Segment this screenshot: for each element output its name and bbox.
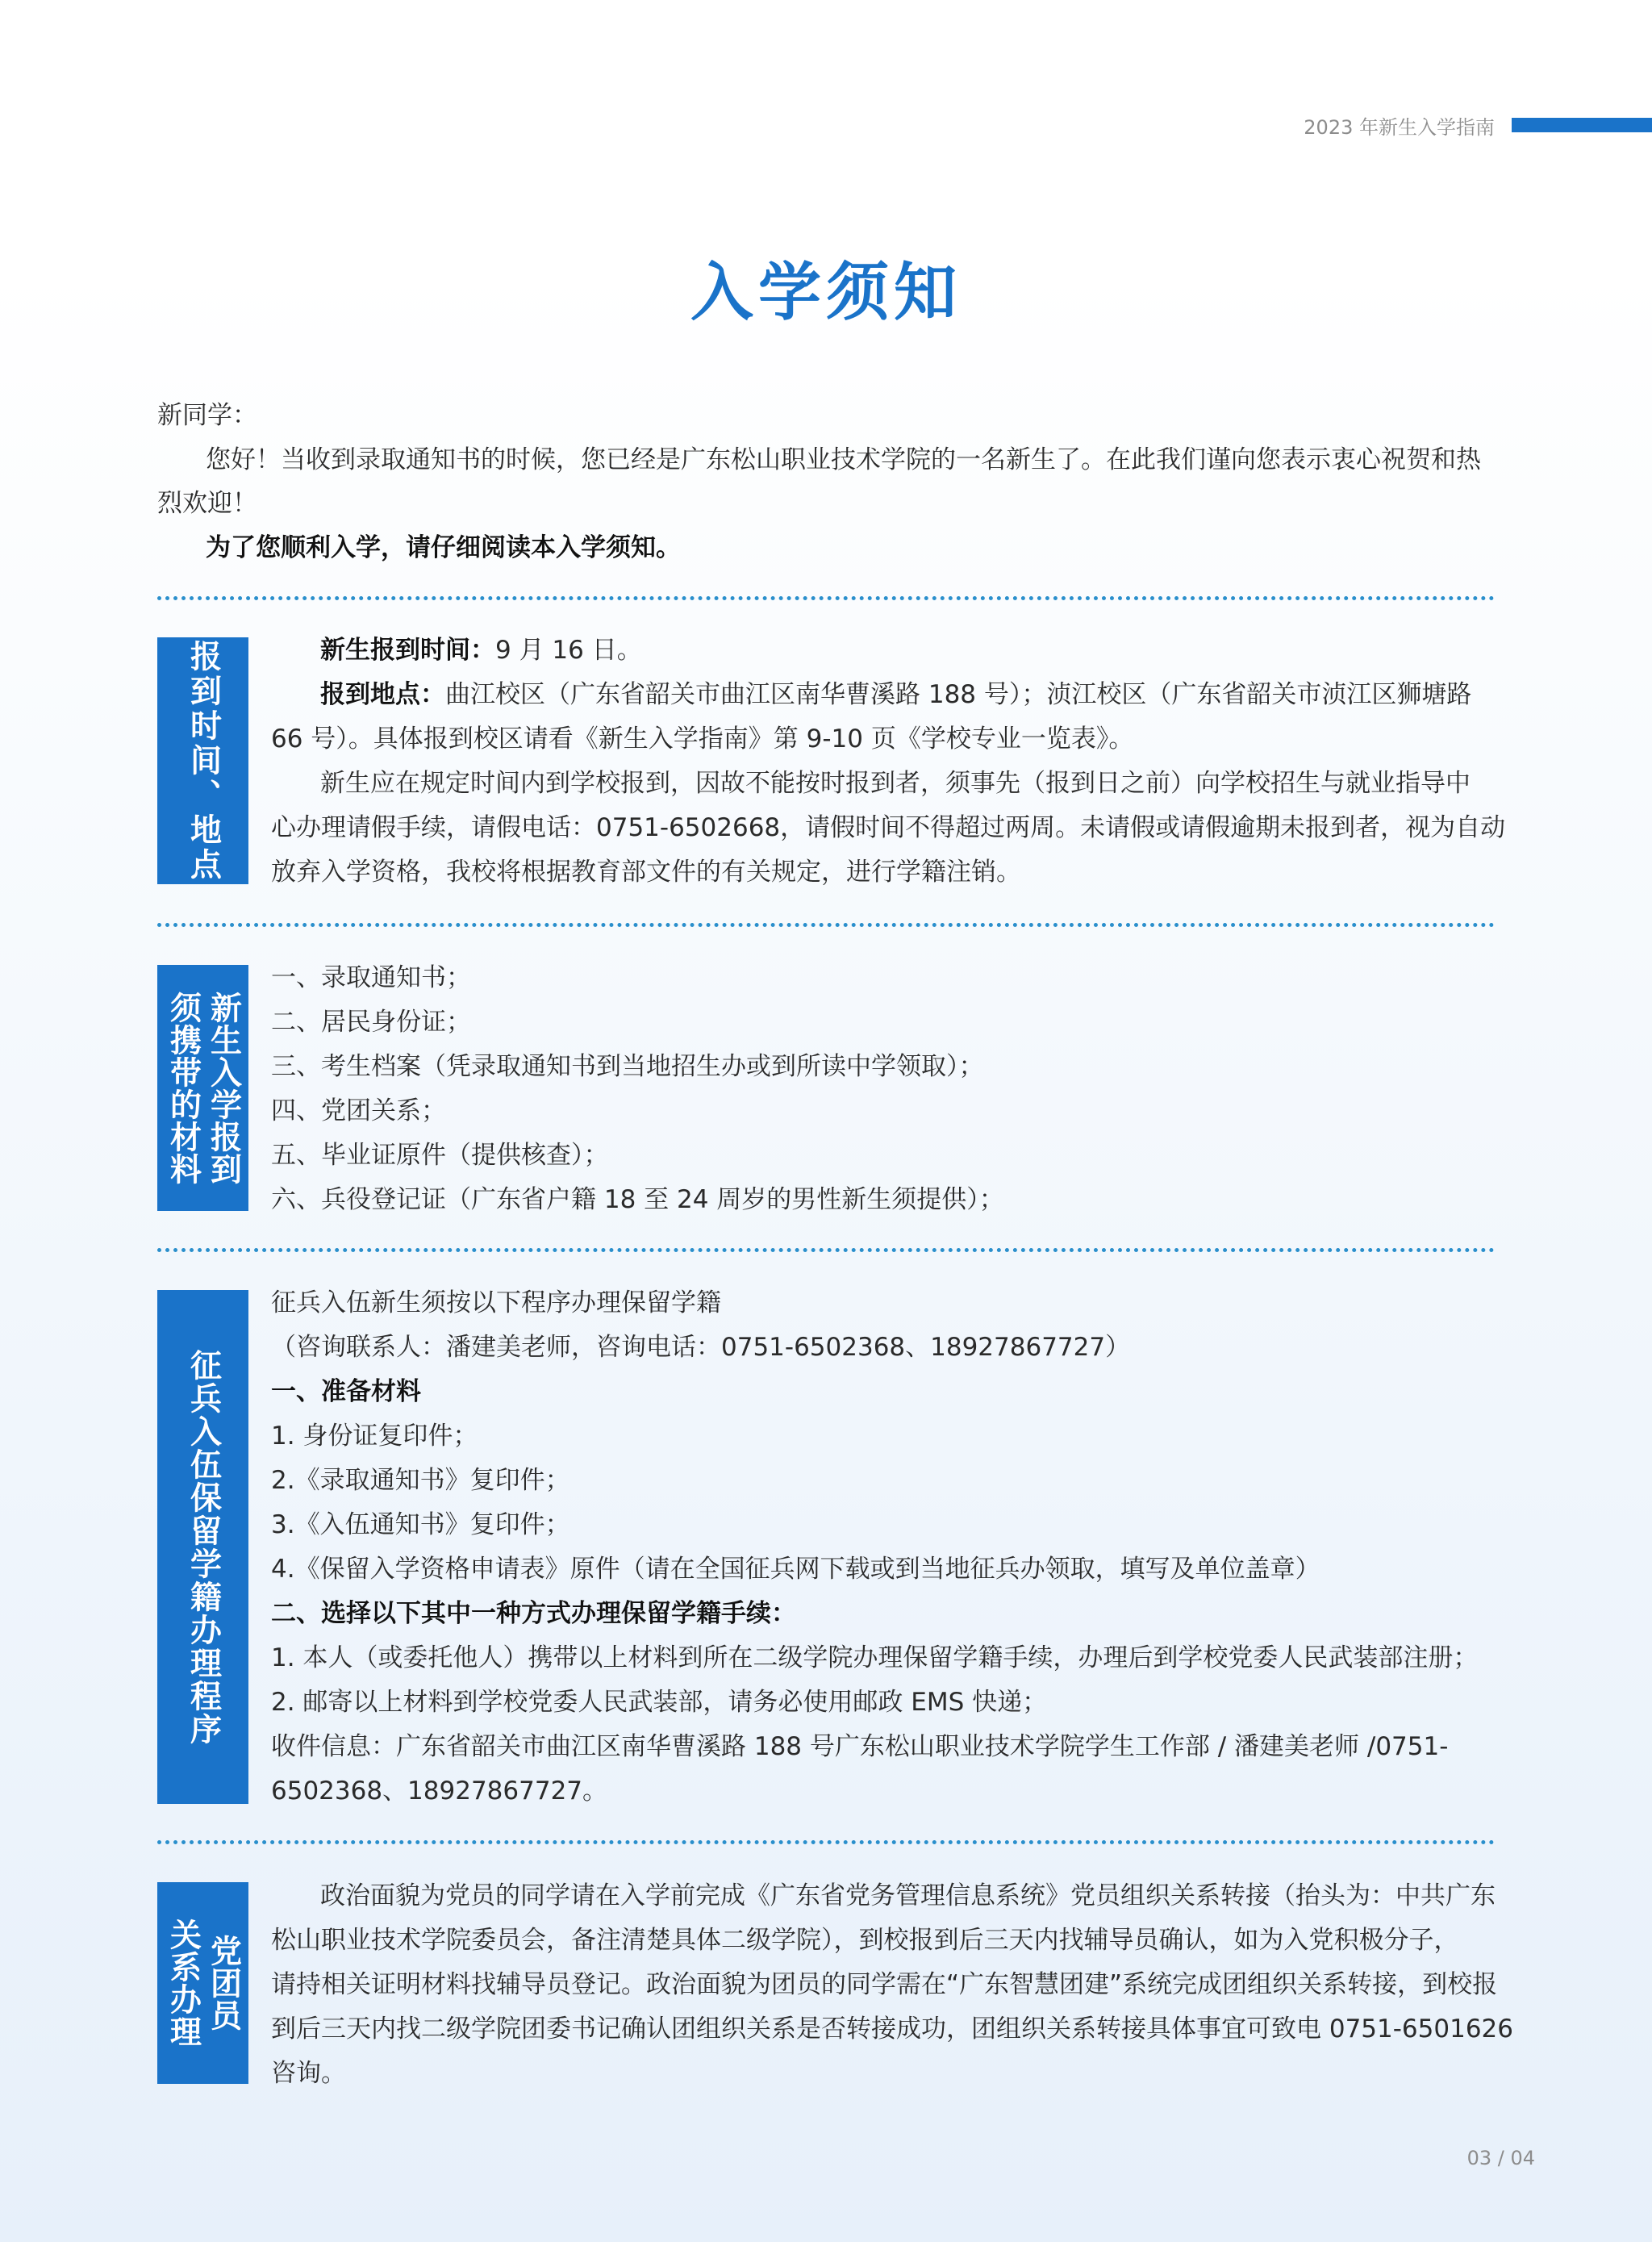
section-label-text: 征兵入伍保留学籍办理程序 <box>185 1348 222 1746</box>
material-item: 五、毕业证原件（提供核查）； <box>271 1141 609 1170</box>
section-label-text: 报到时间、地点 <box>185 639 222 883</box>
report-time-value: 9 月 16 日。 <box>495 636 642 665</box>
enlistment-address-line-2: 6502368、18927867727。 <box>271 1776 608 1806</box>
party-line: 请持相关证明材料找辅导员登记。政治面貌为团员的同学需在“广东智慧团建”系统完成团组织关系转接，到校报 <box>271 1970 1498 1999</box>
report-time <box>320 628 642 672</box>
report-time-label: 新生报到时间： <box>320 636 495 665</box>
report-place-value: 曲江校区（广东省韶关市曲江区南华曹溪路 188 号）；浈江校区（广东省韶关市浈江区狮塘路 <box>445 680 1472 709</box>
enlistment-material: 2.《录取通知书》复印件； <box>271 1466 570 1495</box>
enlistment-heading-2: 二、选择以下其中一种方式办理保留学籍手续： <box>271 1599 796 1628</box>
page-number: 03 / 04 <box>1466 2147 1535 2169</box>
intro-line-1: 您好！当收到录取通知书的时候，您已经是广东松山职业技术学院的一名新生了。在此我们谨向您表示衷心祝贺和热 <box>206 445 1481 474</box>
enlistment-method: 1. 本人（或委托他人）携带以上材料到所在二级学院办理保留学籍手续，办理后到学校党委人民武装部注册； <box>271 1643 1479 1672</box>
greeting: 新同学： <box>157 401 257 430</box>
section-label-text: 新生入学报到 <box>205 991 242 1185</box>
enlistment-material: 4.《保留入学资格申请表》原件（请在全国征兵网下载或到当地征兵办领取，填写及单位盖章） <box>271 1555 1320 1584</box>
party-line: 松山职业技术学院委员会，备注清楚具体二级学院），到校报到后三天内找辅导员确认，如为入党积极分子， <box>271 1926 1459 1955</box>
report-note-line-3: 放弃入学资格，我校将根据教育部文件的有关规定，进行学籍注销。 <box>271 858 1021 887</box>
section-label-party-league <box>157 1882 248 2084</box>
enlistment-material: 1. 身份证复印件； <box>271 1422 478 1451</box>
report-place <box>320 673 1471 716</box>
guide-label: 2023 年新生入学指南 <box>1304 116 1495 139</box>
party-line: 到后三天内找二级学院团委书记确认团组织关系是否转接成功，团组织关系转接具体事宜可致电 0751-6501626 <box>271 2014 1513 2044</box>
material-item: 六、兵役登记证（广东省户籍 18 至 24 周岁的男性新生须提供）； <box>271 1185 1004 1214</box>
dotted-divider <box>157 1248 1495 1252</box>
section-label-enlistment <box>157 1290 248 1804</box>
intro-line-2: 烈欢迎！ <box>157 489 257 518</box>
material-item: 三、考生档案（凭录取通知书到当地招生办或到所读中学领取）； <box>271 1052 984 1081</box>
enlistment-heading-1: 一、准备材料 <box>271 1377 421 1406</box>
material-item: 四、党团关系； <box>271 1096 446 1125</box>
material-item: 二、居民身份证； <box>271 1008 471 1037</box>
enlistment-material: 3.《入伍通知书》复印件； <box>271 1510 570 1539</box>
header-accent-bar <box>1512 118 1652 132</box>
section-label-text: 须携带的材料 <box>165 991 202 1185</box>
section-label-materials <box>157 965 248 1211</box>
dotted-divider <box>157 1840 1495 1844</box>
enlistment-method: 2. 邮寄以上材料到学校党委人民武装部，请务必使用邮政 EMS 快递； <box>271 1688 1048 1717</box>
section-label-text: 党团员 <box>205 1935 242 2031</box>
enlistment-contact: （咨询联系人：潘建美老师，咨询电话：0751-6502368、18927867727） <box>271 1333 1131 1362</box>
section-label-report-time-place <box>157 637 248 884</box>
dotted-divider <box>157 923 1495 927</box>
enlistment-address-line-1: 收件信息：广东省韶关市曲江区南华曹溪路 188 号广东松山职业技术学院学生工作部 / 潘建美老师 /0751- <box>271 1732 1449 1761</box>
report-place-label: 报到地点： <box>320 680 445 709</box>
party-line: 政治面貌为党员的同学请在入学前完成《广东省党务管理信息系统》党员组织关系转接（抬头为：中共广东 <box>320 1881 1496 1910</box>
report-note-line-2: 心办理请假手续，请假电话：0751-6502668，请假时间不得超过两周。未请假或请假逾期未报到者，视为自动 <box>271 813 1506 842</box>
party-line: 咨询。 <box>271 2059 346 2088</box>
intro-bold-line: 为了您顺利入学，请仔细阅读本入学须知。 <box>206 533 681 562</box>
page-title: 入学须知 <box>690 257 962 329</box>
section-label-text: 关系办理 <box>165 1918 202 2048</box>
material-item: 一、录取通知书； <box>271 963 471 992</box>
report-place-line-2: 66 号）。具体报到校区请看《新生入学指南》第 9-10 页《学校专业一览表》。 <box>271 724 1134 754</box>
report-note-line-1: 新生应在规定时间内到学校报到，因故不能按时报到者，须事先（报到日之前）向学校招生与就业指导中 <box>320 769 1471 798</box>
enlistment-intro: 征兵入伍新生须按以下程序办理保留学籍 <box>271 1288 721 1317</box>
dotted-divider <box>157 596 1495 600</box>
